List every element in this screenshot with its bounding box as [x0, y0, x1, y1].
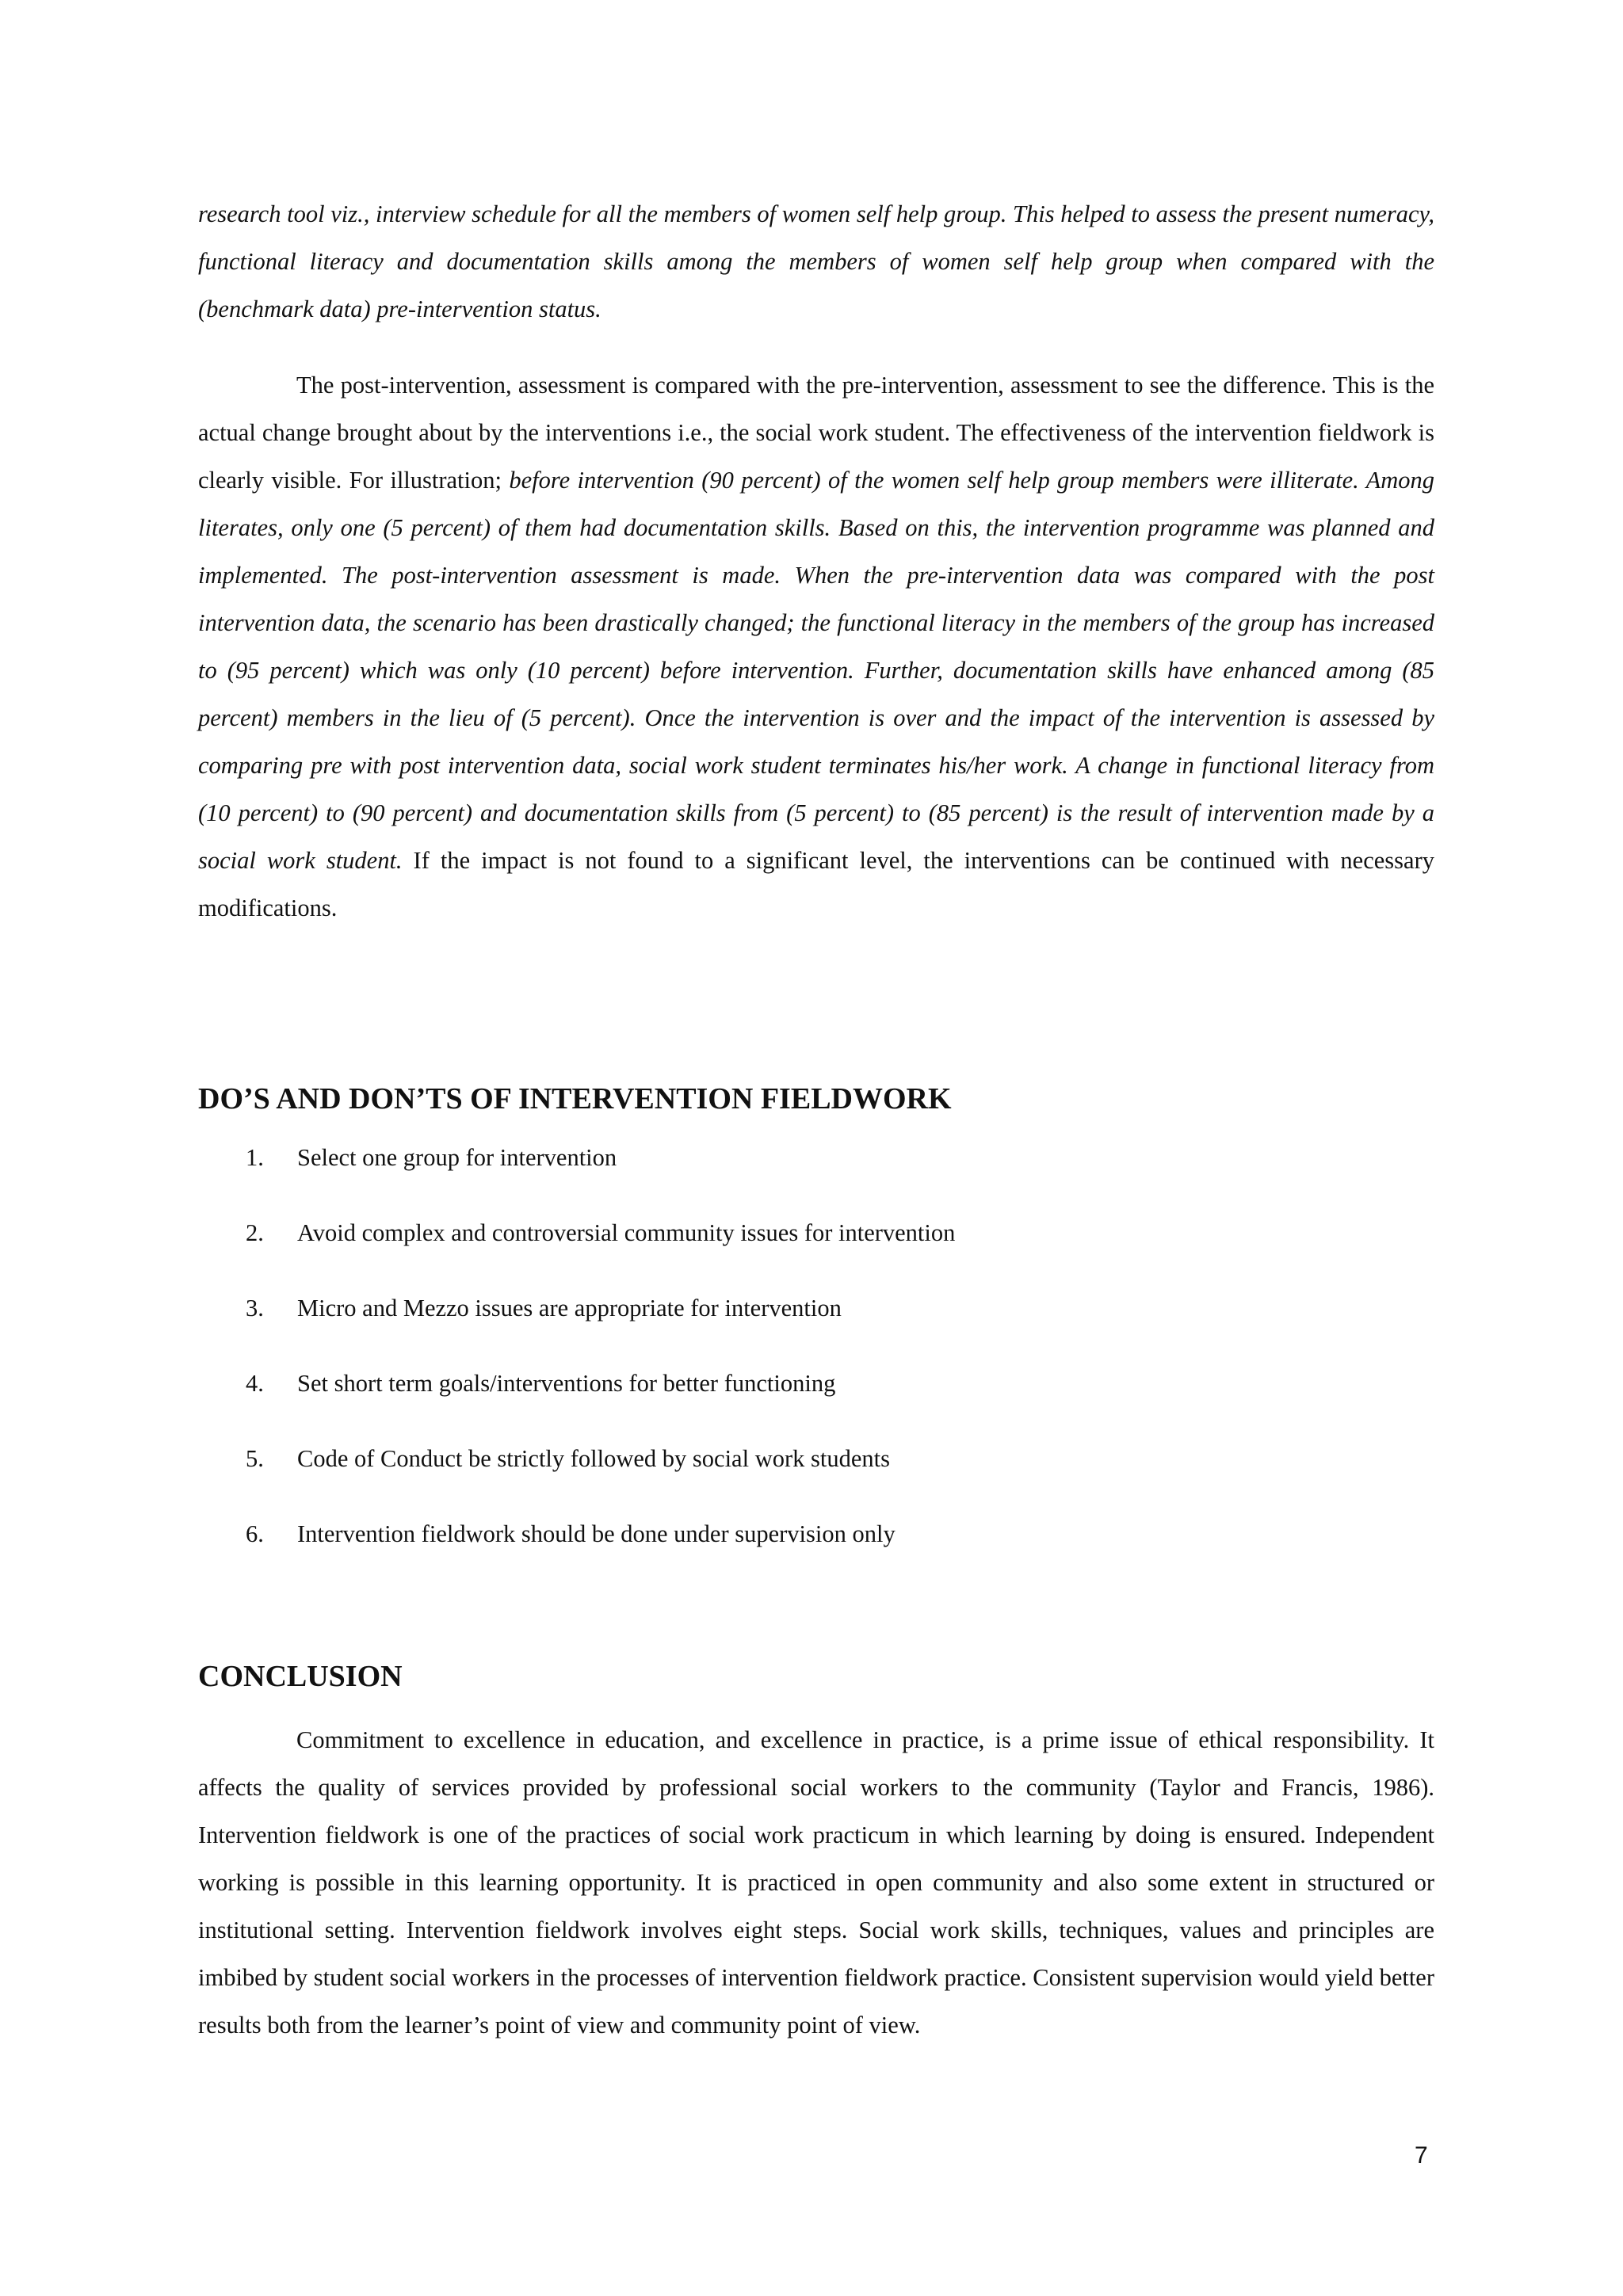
assessment-text-italic: before intervention (90 percent) of the women self help group members were illiterate. Among literates, only one (5 percent) of them had documentation skills. Based on this, the intervention programme was planned and implemented. The post-intervention assessment is made. When the pre-intervention data was compared with the post intervention data, the scenario has been drastically changed; the functional literacy in the members of the group has increased to (95 percent) which was only (10 percent) before intervention. Further, documentation skills have enhanced among (85 percent) members in the lieu of (5 percent). Once the intervention is over and the impact of the intervention is assessed by comparing pre with post intervention data, social work student terminates his/her work. A change in functional literacy from (10 percent) to (90 percent) and documentation skills from (5 percent) to (85 percent) is the result of intervention made by a social work student.: [198, 467, 1434, 874]
conclusion-paragraph: [198, 1716, 1434, 2049]
list-item-text: Set short term goals/interventions for better functioning: [297, 1370, 836, 1397]
page-number: 7: [1415, 2142, 1428, 2168]
list-item-text: Select one group for intervention: [297, 1144, 617, 1171]
list-item-number: 1.: [246, 1144, 264, 1171]
list-item-number: 2.: [246, 1219, 264, 1246]
list-item: [198, 1213, 1387, 1288]
list-item-text: Avoid complex and controversial community issues for intervention: [297, 1219, 956, 1246]
list-item-number: 5.: [246, 1445, 264, 1472]
intro-text: research tool viz., interview schedule for all the members of women self help group. This helped to assess the present numeracy, functional literacy and documentation skills among the members of women self help group when compared with the (benchmark data) pre-intervention status.: [198, 200, 1434, 322]
list-item-text: Micro and Mezzo issues are appropriate for intervention: [297, 1295, 842, 1322]
intro-paragraph: [198, 190, 1434, 333]
conclusion-heading: CONCLUSION: [198, 1660, 403, 1693]
conclusion-text: Commitment to excellence in education, and excellence in practice, is a prime issue of ethical responsibility. It affects the quality of services provided by professional social workers to the community (Taylor and Francis, 1986). Intervention fieldwork is one of the practices of social work practicum in which learning by doing is ensured. Independent working is possible in this learning opportunity. It is practiced in open community and also some extent in structured or institutional setting. Intervention fieldwork involves eight steps. Social work skills, techniques, values and principles are imbibed by student social workers in the processes of intervention fieldwork practice. Consistent supervision would yield better results both from the learner’s point of view and community point of view.: [198, 1726, 1434, 2039]
dos-donts-list: [198, 1138, 1387, 1589]
list-item-text: Code of Conduct be strictly followed by social work students: [297, 1445, 890, 1472]
assessment-paragraph: [198, 361, 1434, 932]
list-item-number: 3.: [246, 1295, 264, 1322]
list-item: [198, 1439, 1387, 1514]
list-item: [198, 1138, 1387, 1213]
list-item: [198, 1514, 1387, 1589]
assessment-text-closing: If the impact is not found to a significant level, the interventions can be continued with necessary modifications.: [198, 847, 1434, 921]
list-item-number: 4.: [246, 1370, 264, 1397]
assessment-text-plain: The post-intervention, assessment is compared with the pre-intervention, assessment to see the difference. This is the actual change brought about by the interventions i.e., the social work student. The effectiveness of the intervention fieldwork is clearly visible. For illustration;: [198, 372, 1434, 494]
list-item: [198, 1288, 1387, 1363]
list-item-number: 6.: [246, 1520, 264, 1547]
list-item-text: Intervention fieldwork should be done under supervision only: [297, 1520, 896, 1547]
list-item: [198, 1363, 1387, 1439]
dos-donts-heading: DO’S AND DON’TS OF INTERVENTION FIELDWORK: [198, 1082, 952, 1116]
